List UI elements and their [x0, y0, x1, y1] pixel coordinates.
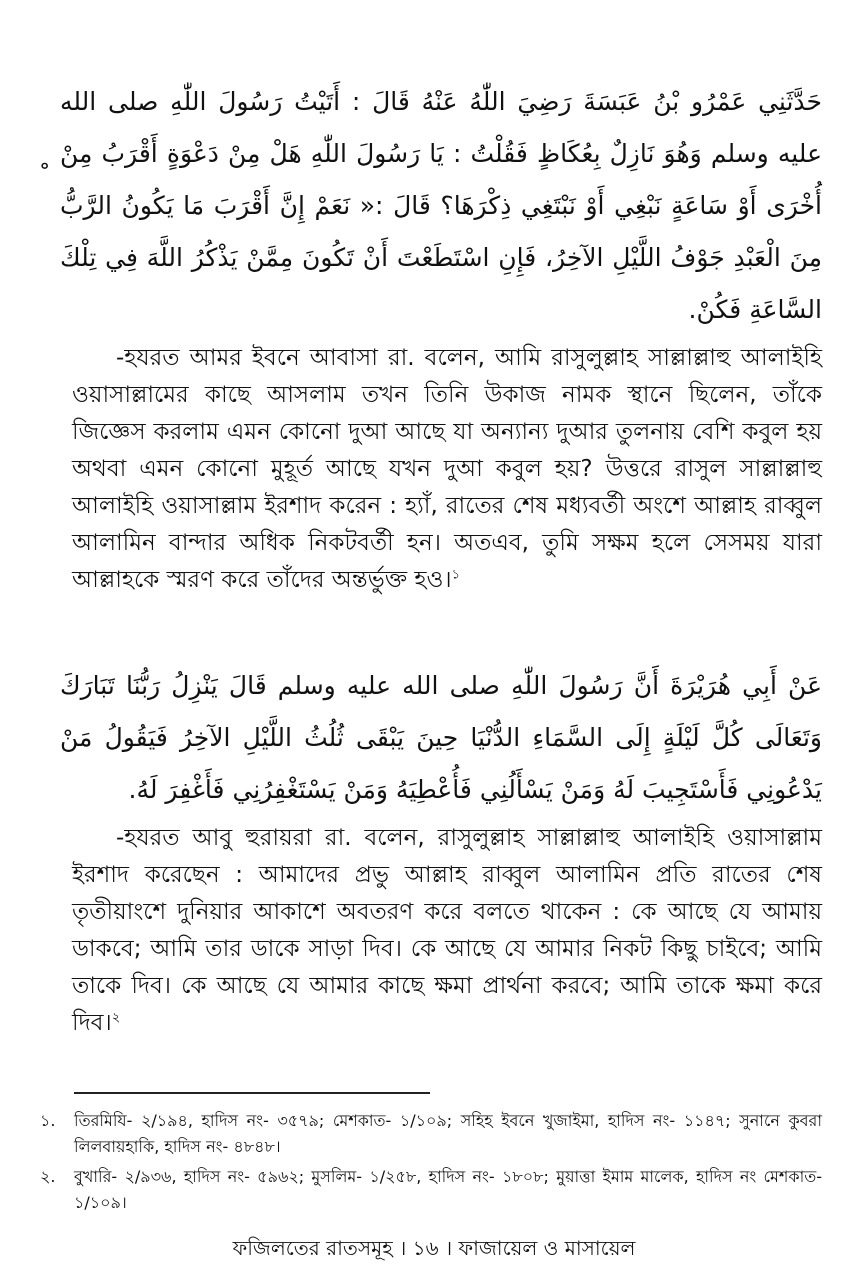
- hadith-2-translation: [72, 820, 822, 1042]
- footnote-number: ২.: [40, 1167, 56, 1186]
- footnotes: [40, 1108, 822, 1220]
- margin-mark: ॰: [40, 156, 50, 181]
- footnote-number: ১.: [40, 1111, 56, 1130]
- footer-separator: ।: [399, 1236, 413, 1260]
- footer-book-title: ফজিলতের রাতসমূহ: [232, 1236, 393, 1260]
- footnote-ref-1: ১: [451, 567, 461, 583]
- hadith-1-arabic: حَدَّثَنِي عَمْرُو بْنُ عَبَسَةَ رَضِيَ اللّٰهُ عَنْهُ قَالَ : أَتَيْتُ رَسُولَ اللّٰهِ صلى الله عليه وسلم وَهُوَ نَازِلٌ بِعُكَاظٍ فَقُلْتُ : يَا رَسُولَ اللّٰهِ هَلْ مِنْ دَعْوَةٍ أَقْرَبُ مِنْ أُخْرَى أَوْ سَاعَةٍ نَبْغِي أَوْ نَبْتَغِي ذِكْرَهَا؟ قَالَ :« نَعَمْ إِنَّ أَقْرَبَ مَا يَكُونُ الرَّبُّ مِنَ الْعَبْدِ جَوْفُ اللَّيْلِ الآخِرُ، فَإِنِ اسْتَطَعْتَ أَنْ تَكُونَ مِمَّنْ يَذْكُرُ اللَّهَ فِي تِلْكَ السَّاعَةِ فَكُنْ.: [60, 87, 822, 324]
- hadith-2-translation-text: -হযরত আবু হুরায়রা রা. বলেন, রাসুলুল্লাহ সাল্লাল্লাহু আলাইহি ওয়াসাল্লাম ইরশাদ করেছেন : আমাদের প্রভু আল্লাহ রাব্বুল আলামিন প্রতি রাতের শেষ তৃতীয়াংশে দুনিয়ার আকাশে অবতরণ করে বলতে থাকেন : কে আছে যে আমায় ডাকবে; আমি তার ডাকে সাড়া দিব। কে আছে যে আমার নিকট কিছু চাইবে; আমি তাকে দিব। কে আছে যে আমার কাছে ক্ষমা প্রার্থনা করবে; আমি তাকে ক্ষমা করে দিব।: [72, 825, 822, 1036]
- footnote-ref-2: ২: [111, 1010, 121, 1026]
- footer-separator: ।: [444, 1236, 459, 1260]
- footnote-1: [40, 1108, 822, 1160]
- page-footer: [0, 1234, 868, 1267]
- page-number: ১৬: [412, 1236, 439, 1260]
- footnote-divider: [74, 1092, 430, 1094]
- hadith-1-translation: [72, 340, 822, 599]
- hadith-2-arabic: عَنْ أَبِي هُرَيْرَةَ أَنَّ رَسُولَ اللّٰهِ صلى الله عليه وسلم قَالَ يَنْزِلُ رَبُّنَا تَبَارَكَ وَتَعَالَى كُلَّ لَيْلَةٍ إِلَى السَّمَاءِ الدُّنْيَا حِينَ يَبْقَى ثُلُثُ اللَّيْلِ الآخِرُ فَيَقُولُ مَنْ يَدْعُونِي فَأَسْتَجِيبَ لَهُ وَمَنْ يَسْأَلُنِي فَأُعْطِيَهُ وَمَنْ يَسْتَغْفِرُنِي فَأَغْفِرَ لَهُ.: [60, 671, 822, 804]
- footnote-2: [40, 1164, 822, 1216]
- footnote-text: বুখারি- ২/৯৩৬, হাদিস নং- ৫৯৬২; মুসলিম- ১/২৫৮, হাদিস নং- ১৮০৮; মুয়াত্তা ইমাম মালেক, হাদিস নং মেশকাত- ১/১০৯।: [74, 1167, 822, 1212]
- hadith-1-translation-text: -হযরত আমর ইবনে আবাসা রা. বলেন, আমি রাসুলুল্লাহ সাল্লাল্লাহু আলাইহি ওয়াসাল্লামের কাছে আসলাম তখন তিনি উকাজ নামক স্থানে ছিলেন, তাঁকে জিজ্ঞেস করলাম এমন কোনো দুআ আছে যা অন্যান্য দুআর তুলনায় বেশি কবুল হয় অথবা এমন কোনো মুহূর্ত আছে যখন দুআ কবুল হয়? উত্তরে রাসুল সাল্লাল্লাহু আলাইহি ওয়াসাল্লাম ইরশাদ করেন : হ্যাঁ, রাতের শেষ মধ্যবর্তী অংশে আল্লাহ রাব্বুল আলামিন বান্দার অধিক নিকটবর্তী হন। অতএব, তুমি সক্ষম হলে সেসময় যারা আল্লাহকে স্মরণ করে তাঁদের অন্তর্ভুক্ত হও।: [72, 345, 822, 593]
- footnote-text: তিরমিযি- ২/১৯৪, হাদিস নং- ৩৫৭৯; মেশকাত- ১/১০৯; সহিহ ইবনে খুজাইমা, হাদিস নং- ১১৪৭; সুনানে কুবরা লিলবায়হাকি, হাদিস নং- ৪৮৪৮।: [74, 1111, 822, 1156]
- footer-section-title: ফাজায়েল ও মাসায়েল: [458, 1236, 636, 1260]
